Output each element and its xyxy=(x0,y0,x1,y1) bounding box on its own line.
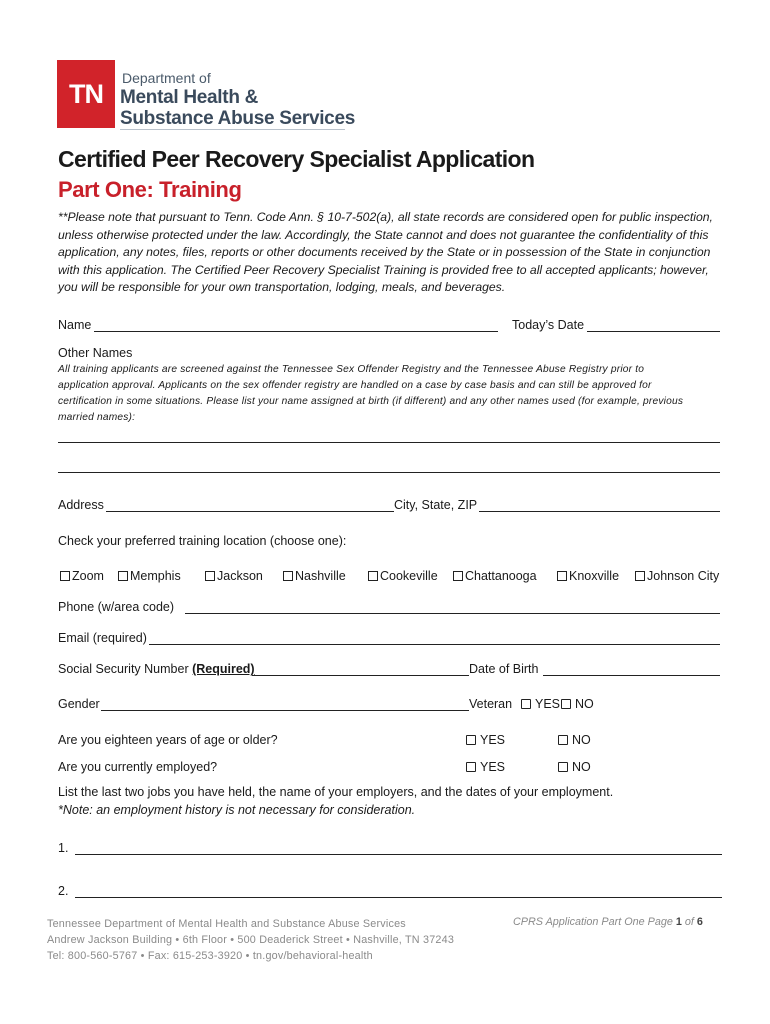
checkbox[interactable] xyxy=(521,699,531,709)
city-state-zip-label: City, State, ZIP xyxy=(394,498,478,512)
todays-date-label: Today’s Date xyxy=(512,318,585,332)
privacy-note: **Please note that pursuant to Tenn. Code Ann. § 10-7-502(a), all state records are considered open for public inspection, unless otherwise protected under the law. Accordingly, the State cannot and does not guarantee the confidentiality of this application, any notes, files, reports or other documents received by the State or in possession of the State in conjunction with this application. The Certified Peer Recovery Specialist Training is provided free to all accepted applicants; however, you will be responsible for your own transportation, lodging, meals, and beverages. xyxy=(58,210,713,294)
age-question: Are you eighteen years of age or older? xyxy=(58,733,278,747)
job2-label: 2. xyxy=(58,884,69,898)
city-state-zip-field[interactable] xyxy=(479,511,720,512)
footer-line3: Tel: 800-560-5767 • Fax: 615-253-3920 • tn.gov/behavioral-health xyxy=(47,950,373,962)
page-indicator: CPRS Application Part One Page 1 of 6 xyxy=(513,916,703,928)
location-nashville[interactable]: Nashville xyxy=(283,569,346,583)
logo-text: TN xyxy=(69,78,103,109)
tn-logo xyxy=(57,60,115,128)
dob-field[interactable] xyxy=(543,675,720,676)
job1-label: 1. xyxy=(58,841,69,855)
location-prompt: Check your preferred training location (choose one): xyxy=(58,534,347,548)
employed-question: Are you currently employed? xyxy=(58,760,218,774)
checkbox[interactable] xyxy=(118,571,128,581)
checkbox[interactable] xyxy=(557,571,567,581)
email-field[interactable] xyxy=(149,644,720,645)
email-label: Email (required) xyxy=(58,631,147,645)
age-no[interactable]: NO xyxy=(558,733,591,747)
location-zoom[interactable]: Zoom xyxy=(60,569,104,583)
ssn-field[interactable] xyxy=(252,675,469,676)
location-jackson[interactable]: Jackson xyxy=(205,569,263,583)
age-yes[interactable]: YES xyxy=(466,733,505,747)
jobs-note: *Note: an employment history is not necessary for consideration. xyxy=(58,803,416,817)
location-chattanooga[interactable]: Chattanooga xyxy=(453,569,537,583)
ssn-required: (Required) xyxy=(192,662,255,676)
gender-label: Gender xyxy=(58,697,100,711)
checkbox[interactable] xyxy=(60,571,70,581)
dept-line2: Mental Health & xyxy=(120,87,259,108)
jobs-prompt: List the last two jobs you have held, the name of your employers, and the dates of your employment. xyxy=(58,785,614,799)
other-names-field-1[interactable] xyxy=(58,442,720,443)
checkbox[interactable] xyxy=(466,735,476,745)
page-subtitle: Part One: Training xyxy=(58,177,242,202)
page-number: 1 xyxy=(675,916,682,928)
location-knoxville[interactable]: Knoxville xyxy=(557,569,619,583)
checkbox[interactable] xyxy=(283,571,293,581)
location-cookeville[interactable]: Cookeville xyxy=(368,569,438,583)
name-field[interactable] xyxy=(94,331,498,332)
address-field[interactable] xyxy=(106,511,394,512)
address-label: Address xyxy=(58,498,104,512)
other-names-note: All training applicants are screened against the Tennessee Sex Offender Registry and the Tennessee Abuse Registry prior to application approval. Applicants on the sex offender registry are handled on a case by case basis and can still be approved for certification in some situations. Please list your name assigned at birth (if different) and any other names used (for example, previous married names): xyxy=(58,364,684,423)
checkbox[interactable] xyxy=(558,735,568,745)
location-johnson-city[interactable]: Johnson City xyxy=(635,569,719,583)
job2-field[interactable] xyxy=(75,897,722,898)
employed-no[interactable]: NO xyxy=(558,760,591,774)
gender-field[interactable] xyxy=(101,710,469,711)
checkbox[interactable] xyxy=(453,571,463,581)
veteran-no[interactable]: NO xyxy=(561,697,594,711)
other-names-field-2[interactable] xyxy=(58,472,720,473)
veteran-yes[interactable]: YES xyxy=(521,697,560,711)
checkbox[interactable] xyxy=(205,571,215,581)
other-names-label: Other Names xyxy=(58,346,133,360)
footer-line2: Andrew Jackson Building • 6th Floor • 500 Deaderick Street • Nashville, TN 37243 xyxy=(47,934,455,946)
checkbox[interactable] xyxy=(635,571,645,581)
ssn-label: Social Security Number (Required) xyxy=(58,662,255,676)
phone-label: Phone (w/area code) xyxy=(58,600,175,614)
job1-field[interactable] xyxy=(75,854,722,855)
page-title: Certified Peer Recovery Specialist Application xyxy=(58,146,535,172)
footer xyxy=(47,916,454,964)
veteran-label: Veteran xyxy=(469,697,513,711)
dept-line3: Substance Abuse Services xyxy=(120,108,355,129)
dob-label: Date of Birth xyxy=(469,662,539,676)
checkbox[interactable] xyxy=(561,699,571,709)
checkbox[interactable] xyxy=(368,571,378,581)
todays-date-field[interactable] xyxy=(587,331,720,332)
checkbox[interactable] xyxy=(558,762,568,772)
location-memphis[interactable]: Memphis xyxy=(118,569,181,583)
dept-line1: Department of xyxy=(122,70,211,86)
employed-yes[interactable]: YES xyxy=(466,760,505,774)
page-total: 6 xyxy=(696,916,703,928)
logo-underline xyxy=(120,129,345,130)
footer-line1: Tennessee Department of Mental Health and Substance Abuse Services xyxy=(47,918,406,930)
name-label: Name xyxy=(58,318,92,332)
checkbox[interactable] xyxy=(466,762,476,772)
phone-field[interactable] xyxy=(185,613,720,614)
